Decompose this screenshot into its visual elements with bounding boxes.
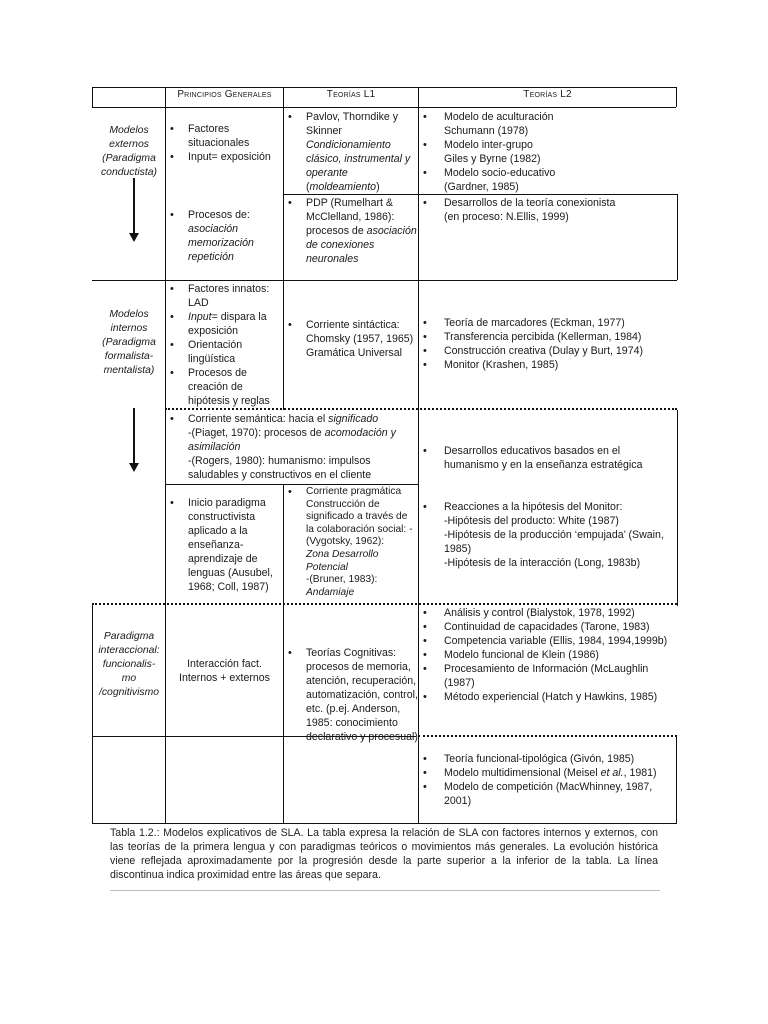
list-item [284, 196, 418, 266]
text-italic: Input [188, 311, 212, 323]
list-item: • Factores innatos: LAD [166, 282, 282, 310]
text-italic: Zona Desarrollo Potencial [306, 548, 379, 573]
table-bottom-border [92, 823, 677, 824]
l2-internos [419, 316, 675, 372]
list-item [419, 166, 675, 194]
text: , 1981) [623, 767, 657, 779]
text: Corriente pragmática Construcción de significado a través de la colaboración social: -(Vygotsky, 1962): [306, 486, 413, 548]
list-item [419, 196, 675, 224]
list-item [419, 138, 675, 166]
label-line: (Paradigma [102, 337, 156, 348]
label-line: mentalista) [103, 365, 155, 376]
list-item [419, 500, 675, 570]
l1-internos [284, 318, 418, 360]
label-line: funcionalis- [102, 659, 156, 670]
right-border-header [676, 87, 677, 107]
text: Internos + externos [179, 672, 270, 684]
text: Reacciones a la hipótesis del Monitor: [444, 501, 623, 513]
label-line: Modelos [109, 125, 149, 136]
list-item: • Inicio paradigma constructivista aplicado a la enseñanza-aprendizaje de lenguas (Ausubel, 1968; Coll, 1987) [166, 496, 282, 594]
list-item: • Modelo de competición (MacWhinney, 1987, 2001) [419, 780, 675, 808]
list-item [419, 766, 675, 780]
list-item [166, 412, 418, 482]
list-item: • Transferencia percibida (Kellerman, 1984) [419, 330, 675, 344]
l2-interaccional-b [419, 752, 675, 808]
text: (Gardner, 1985) [444, 181, 519, 193]
label-internos [93, 308, 165, 378]
text-italic: asociación de conexiones neuronales [306, 225, 417, 265]
text: Procesos de: [188, 209, 250, 221]
text: Modelo socio-educativo [444, 167, 556, 179]
principles-internos [166, 282, 282, 408]
l2-externos-b [419, 196, 675, 224]
text-italic: asociación [188, 223, 239, 235]
header-bottom-border [92, 107, 676, 108]
l2-externos-a [419, 110, 675, 194]
label-line: externos [109, 139, 149, 150]
list-item: • Procesamiento de Información (McLaughlin (1987) [419, 662, 675, 690]
header-l2: Teorías L2 [523, 89, 572, 100]
list-item: • Desarrollos educativos basados en el humanismo y en la enseñanza estratégica [419, 444, 675, 472]
l1-externos-a [284, 110, 418, 194]
text: Pavlov, Thorndike y Skinner [306, 111, 399, 137]
label-line: conductista) [100, 167, 158, 178]
list-item: • Teoría funcional-tipológica (Givón, 1985) [419, 752, 675, 766]
text-italic: et al. [600, 767, 624, 779]
text: -(Bruner, 1983): [306, 574, 378, 586]
list-item [284, 486, 418, 599]
text-italic: repetición [188, 251, 234, 263]
text: Modelo multidimensional (Meisel [444, 767, 601, 779]
list-item: • Monitor (Krashen, 1985) [419, 358, 675, 372]
list-item: • Método experiencial (Hatch y Hawkins, 1985) [419, 690, 675, 704]
text: ) [376, 181, 380, 193]
list-item: • Factores situacionales [166, 122, 282, 150]
table-caption: Tabla 1.2.: Modelos explicativos de SLA. La tabla expresa la relación de SLA con factores internos y externos, con las teorías de la primera lengua y con paradigmas teóricos o movimientos más generales. La evolución histórica viene reflejada aproximadamente por la progresión desde la parte superior a la inferior de la tabla. La línea discontinua indica proximidad entre las áreas que separa. [110, 827, 658, 881]
list-item: • Modelo funcional de Klein (1986) [419, 648, 675, 662]
text-italic: moldeamiento [309, 181, 377, 193]
text-italic: acomodación y asimilación [188, 427, 396, 453]
principles-externos-b [166, 208, 282, 264]
list-item [284, 110, 418, 194]
right-border-bottom [676, 736, 677, 824]
text-italic: significado [328, 413, 379, 425]
bottom-rule [110, 890, 660, 891]
text: Desarrollos de la teoría conexionista [444, 197, 616, 209]
text: PDP (Rumelhart & McClelland, 1986): procesos de [306, 197, 395, 237]
semantic-current [166, 412, 418, 482]
list-item: • Competencia variable (Ellis, 1984, 1994,1999b) [419, 634, 675, 648]
list-item: • Input= exposición [166, 150, 282, 164]
l1-interaccional [284, 646, 418, 744]
row-divider-semantic [165, 484, 418, 485]
text: = dispara la exposición [188, 311, 267, 337]
dashed-separator-3 [418, 735, 677, 737]
l2-interaccional-a [419, 606, 675, 704]
text: Modelo inter-grupo [444, 139, 533, 151]
principles-externos-a [166, 122, 282, 164]
label-line: (Paradigma [102, 153, 156, 164]
l1-externos-b [284, 196, 418, 266]
right-border-l2b [677, 194, 678, 280]
dashed-separator-1 [165, 408, 677, 410]
text-italic: memorización [188, 237, 254, 249]
list-item [166, 208, 282, 264]
text: -(Rogers, 1980): humanismo: impulsos saludables y constructivos en el cliente [188, 455, 372, 481]
list-item: • Construcción creativa (Dulay y Burt, 1974) [419, 344, 675, 358]
row-divider-externos [92, 280, 677, 281]
label-line: Paradigma [103, 631, 155, 642]
monitor-reactions [419, 500, 675, 570]
list-item: • Teoría de marcadores (Eckman, 1977) [419, 316, 675, 330]
list-item: • Orientación lingüística [166, 338, 282, 366]
row-divider-l1-l2 [283, 194, 677, 195]
label-line: Modelos [109, 309, 149, 320]
text-italic: Condicionamiento clásico, instrumental y operante [306, 139, 411, 179]
text: ( [306, 181, 310, 193]
list-item: • Procesos de creación de hipótesis y reglas [166, 366, 282, 408]
text: Schumann (1978) [444, 125, 529, 137]
label-line: formalista- [104, 351, 154, 362]
text: -(Piaget, 1970): procesos de [188, 427, 325, 439]
pragmatic-cell [284, 486, 418, 599]
list-item [419, 110, 675, 138]
l2-semantic [419, 444, 675, 472]
label-externos [93, 124, 165, 180]
text: Interacción fact. [187, 658, 262, 670]
text: -Hipótesis de la producción ‘empujada’ (Swain, 1985) [444, 529, 664, 555]
list-item: • Análisis y control (Bialystok, 1978, 1992) [419, 606, 675, 620]
text: Giles y Byrne (1982) [444, 153, 541, 165]
text-italic: Andamiaje [306, 586, 355, 598]
right-border-mid [677, 410, 678, 606]
constructivist-cell [166, 496, 282, 594]
label-interaccional [93, 630, 165, 700]
text: -Hipótesis del producto: White (1987) [444, 515, 619, 527]
text: (en proceso: N.Ellis, 1999) [444, 211, 569, 223]
text: Modelo de aculturación [444, 111, 554, 123]
text: Corriente semántica: hacia el [188, 413, 329, 425]
header-principles: Principios Generales [177, 89, 272, 100]
dashed-separator-2 [92, 603, 677, 605]
label-line: mo [121, 673, 137, 684]
text: -Hipótesis de la interacción (Long, 1983b) [444, 557, 641, 569]
left-border-header [92, 87, 93, 107]
label-line: internos [110, 323, 148, 334]
label-line: interaccional: [98, 645, 160, 656]
list-item: • Teorías Cognitivas: procesos de memoria, atención, recuperación, automatización, control, etc. (p.ej. Anderson, 1985: conocimiento declarativo y procesual) [284, 646, 418, 744]
label-line: /cognitivismo [98, 687, 160, 698]
principles-interaccional [166, 657, 283, 685]
table-top-border [92, 87, 676, 88]
list-item: • Continuidad de capacidades (Tarone, 1983) [419, 620, 675, 634]
header-l1: Teorías L1 [326, 89, 376, 100]
list-item: • Corriente sintáctica: Chomsky (1957, 1965) Gramática Universal [284, 318, 418, 360]
list-item [166, 310, 282, 338]
